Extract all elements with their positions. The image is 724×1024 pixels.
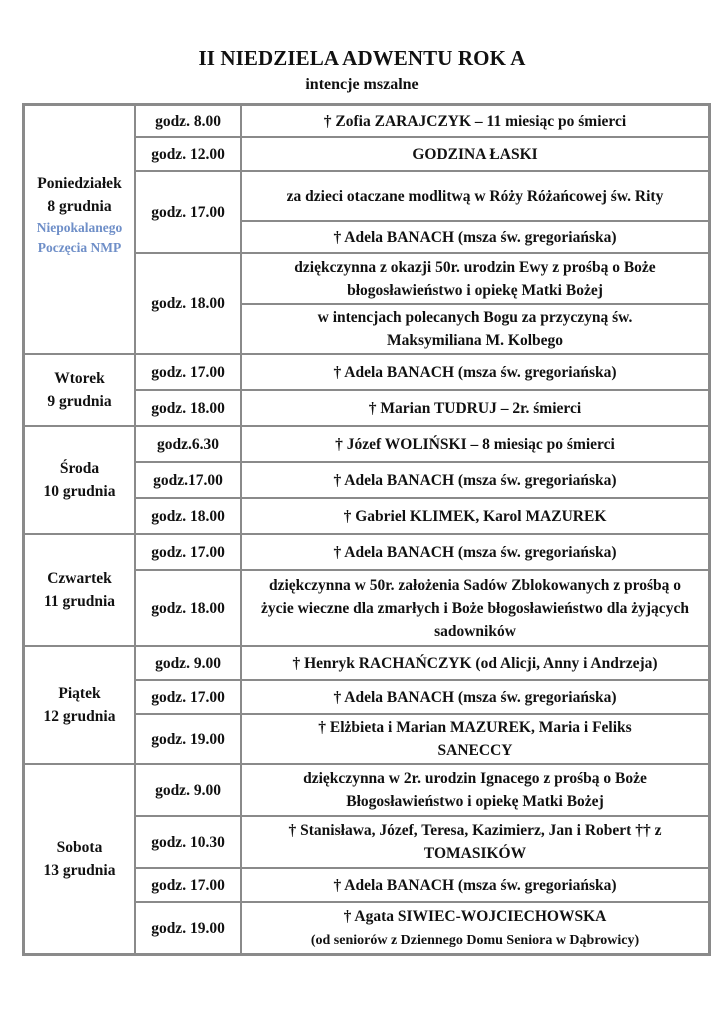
mass-time: godz. 17.00: [135, 354, 241, 390]
day-name: Sobota: [56, 839, 103, 856]
mass-time: godz. 19.00: [135, 902, 241, 954]
day-date: 11 grudnia: [43, 593, 116, 610]
mass-time: godz. 18.00: [135, 390, 241, 426]
day-cell-wednesday: [24, 426, 135, 534]
mass-intention: † Agata SIWIEC-WOJCIECHOWSKA: [343, 907, 607, 925]
mass-time: godz. 17.00: [135, 680, 241, 714]
mass-time: godz. 8.00: [135, 105, 241, 137]
table-row: [24, 534, 709, 570]
mass-intention: w intencjach polecanych Bogu za przyczyną św. Maksymiliana M. Kolbego: [241, 304, 709, 354]
mass-time: godz. 19.00: [135, 714, 241, 764]
mass-intention: † Adela BANACH (msza św. gregoriańska): [241, 534, 709, 570]
mass-intention: GODZINA ŁASKI: [241, 137, 709, 171]
mass-time: godz. 10.30: [135, 816, 241, 868]
day-cell-thursday: [24, 534, 135, 646]
mass-intention: † Marian TUDRUJ – 2r. śmierci: [241, 390, 709, 426]
day-name: Piątek: [58, 685, 101, 702]
mass-intention: † Gabriel KLIMEK, Karol MAZUREK: [241, 498, 709, 534]
mass-time: godz. 17.00: [135, 534, 241, 570]
mass-intention: † Józef WOLIŃSKI – 8 miesiąc po śmierci: [241, 426, 709, 462]
mass-intention: za dzieci otaczane modlitwą w Róży Różańcowej św. Rity: [241, 171, 709, 221]
table-row: [24, 105, 709, 137]
page-subtitle: intencje mszalne: [305, 76, 419, 93]
day-date: 10 grudnia: [43, 483, 116, 500]
mass-time: godz. 17.00: [135, 868, 241, 902]
mass-intention: dziękczynna w 2r. urodzin Ignacego z prośbą o Boże Błogosławieństwo i opiekę Matki Bożej: [241, 764, 709, 816]
mass-time: godz. 17.00: [135, 171, 241, 253]
mass-intention: † Adela BANACH (msza św. gregoriańska): [241, 354, 709, 390]
mass-intention: † Stanisława, Józef, Teresa, Kazimierz, Jan i Robert †† z TOMASIKÓW: [241, 816, 709, 868]
day-date: 13 grudnia: [43, 862, 116, 879]
mass-time: godz.17.00: [135, 462, 241, 498]
day-cell-saturday: [24, 764, 135, 954]
mass-intention: dziękczynna w 50r. założenia Sadów Zblokowanych z prośbą o życie wieczne dla zmarłych i Boże błogosławieństwo dla żyjących sadowników: [241, 570, 709, 646]
mass-intention: † Elżbieta i Marian MAZUREK, Maria i Feliks SANECCY: [241, 714, 709, 764]
day-name: Środa: [59, 460, 100, 477]
mass-intention: † Adela BANACH (msza św. gregoriańska): [241, 221, 709, 253]
mass-intention: dziękczynna z okazji 50r. urodzin Ewy z prośbą o Boże błogosławieństwo i opiekę Matki Bożej: [241, 253, 709, 304]
mass-intention: † Adela BANACH (msza św. gregoriańska): [241, 462, 709, 498]
mass-time: godz. 9.00: [135, 646, 241, 680]
table-row: [24, 354, 709, 390]
feast-name-line2: Poczęcia NMP: [37, 239, 122, 255]
mass-intention: † Zofia ZARAJCZYK – 11 miesiąc po śmierci: [241, 105, 709, 137]
day-date: 8 grudnia: [47, 197, 112, 215]
mass-time: godz. 18.00: [135, 570, 241, 646]
mass-time: godz. 9.00: [135, 764, 241, 816]
table-row: [24, 646, 709, 680]
mass-time: godz. 18.00: [135, 253, 241, 354]
mass-intention-note: (od seniorów z Dziennego Domu Seniora w Dąbrowicy): [310, 932, 640, 948]
mass-intention: † Henryk RACHAŃCZYK (od Alicji, Anny i Andrzeja): [241, 646, 709, 680]
mass-intention: † Adela BANACH (msza św. gregoriańska): [241, 868, 709, 902]
day-cell-friday: [24, 646, 135, 764]
feast-name-line1: Niepokalanego: [36, 219, 123, 235]
table-row: [24, 426, 709, 462]
mass-time: godz.6.30: [135, 426, 241, 462]
day-cell-monday: [24, 105, 135, 354]
day-name: Poniedziałek: [37, 174, 122, 192]
mass-time: godz. 12.00: [135, 137, 241, 171]
table-row: [24, 764, 709, 816]
mass-intention: † Adela BANACH (msza św. gregoriańska): [241, 680, 709, 714]
mass-intentions-table: [22, 103, 711, 956]
mass-time: godz. 18.00: [135, 498, 241, 534]
day-cell-tuesday: [24, 354, 135, 426]
page-title: II NIEDZIELA ADWENTU ROK A: [198, 46, 526, 70]
day-name: Czwartek: [47, 570, 112, 587]
day-name: Wtorek: [54, 370, 105, 387]
day-date: 12 grudnia: [43, 708, 116, 725]
mass-intention-cell: [241, 902, 709, 954]
day-date: 9 grudnia: [47, 393, 112, 410]
